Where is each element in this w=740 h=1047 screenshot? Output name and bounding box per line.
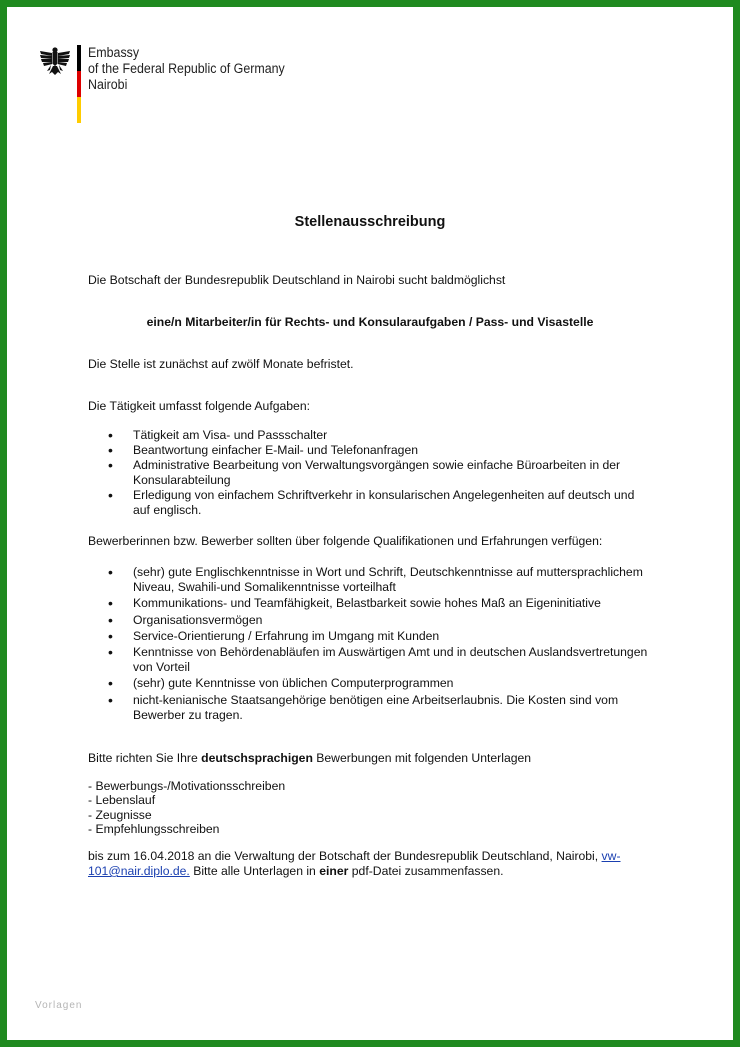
intro-text: Die Botschaft der Bundesrepublik Deutschland in Nairobi sucht baldmöglichst bbox=[88, 273, 506, 287]
list-item: • Tätigkeit am Visa- und Passschalter bbox=[88, 428, 648, 443]
federal-eagle-icon bbox=[39, 45, 71, 77]
list-item: • Kommunikations- und Teamfähigkeit, Belastbarkeit sowie hohes Maß an Eigeninitiative bbox=[88, 596, 648, 611]
list-item: • (sehr) gute Englischkenntnisse in Wort und Schrift, Deutschkenntnisse auf muttersprachlichem Niveau, Swahili-und Somalikenntnisse vorteilhaft bbox=[88, 565, 648, 595]
list-item: - Lebenslauf bbox=[88, 793, 156, 808]
letterhead-line-1: Embassy bbox=[88, 45, 140, 60]
list-item: • (sehr) gute Kenntnisse von üblichen Computerprogrammen bbox=[88, 676, 648, 691]
document-title: Stellenausschreibung bbox=[294, 214, 446, 230]
flag-stripe bbox=[77, 45, 81, 123]
list-item: • Erledigung von einfachem Schriftverkehr in konsularischen Angelegenheiten auf deutsch und auf englisch. bbox=[88, 488, 648, 518]
position-title: eine/n Mitarbeiter/in für Rechts- und Konsularaufgaben / Pass- und Visastelle bbox=[146, 315, 594, 329]
letterhead-line-2: of the Federal Republic of Germany bbox=[88, 61, 285, 76]
list-item: • nicht-kenianische Staatsangehörige benötigen eine Arbeitserlaubnis. Die Kosten sind vom Bewerber zu tragen. bbox=[88, 693, 648, 723]
watermark-text: Vorlagen bbox=[35, 1000, 83, 1011]
documents-list bbox=[88, 779, 285, 836]
tasks-list bbox=[88, 428, 648, 518]
list-item: - Zeugnisse bbox=[88, 807, 152, 822]
list-item: • Kenntnisse von Behördenabläufen im Auswärtigen Amt und in deutschen Auslandsvertretungen von Vorteil bbox=[88, 645, 648, 675]
apply-text: Bitte richten Sie Ihre deutschsprachigen Bewerbungen mit folgenden Unterlagen bbox=[88, 751, 532, 765]
apply-bold: deutschsprachigen bbox=[201, 751, 313, 765]
list-item: - Bewerbungs-/Motivationsschreiben bbox=[88, 779, 286, 793]
list-item: - Empfehlungsschreiben bbox=[88, 821, 220, 836]
qualifications-list bbox=[88, 565, 648, 724]
deadline-text: bis zum 16.04.2018 an die Verwaltung der Botschaft der Bundesrepublik Deutschland, Nairobi, vw-101@nair.diplo.de. Bitte alle Unterlagen in einer pdf-Datei zusammenfassen. bbox=[88, 849, 621, 878]
list-item: • Beantwortung einfacher E-Mail- und Telefonanfragen bbox=[88, 443, 648, 458]
list-item: • Organisationsvermögen bbox=[88, 613, 648, 628]
list-item: • Service-Orientierung / Erfahrung im Umgang mit Kunden bbox=[88, 629, 648, 644]
email-link[interactable]: vw-101@nair.diplo.de. bbox=[88, 849, 621, 878]
term-text: Die Stelle ist zunächst auf zwölf Monate befristet. bbox=[88, 357, 354, 371]
letterhead-line-3: Nairobi bbox=[88, 77, 128, 92]
qualifications-intro: Bewerberinnen bzw. Bewerber sollten über folgende Qualifikationen und Erfahrungen verfügen: bbox=[88, 534, 603, 548]
list-item: • Administrative Bearbeitung von Verwaltungsvorgängen sowie einfache Büroarbeiten in der Konsularabteilung bbox=[88, 458, 648, 488]
tasks-intro: Die Tätigkeit umfasst folgende Aufgaben: bbox=[88, 399, 310, 413]
